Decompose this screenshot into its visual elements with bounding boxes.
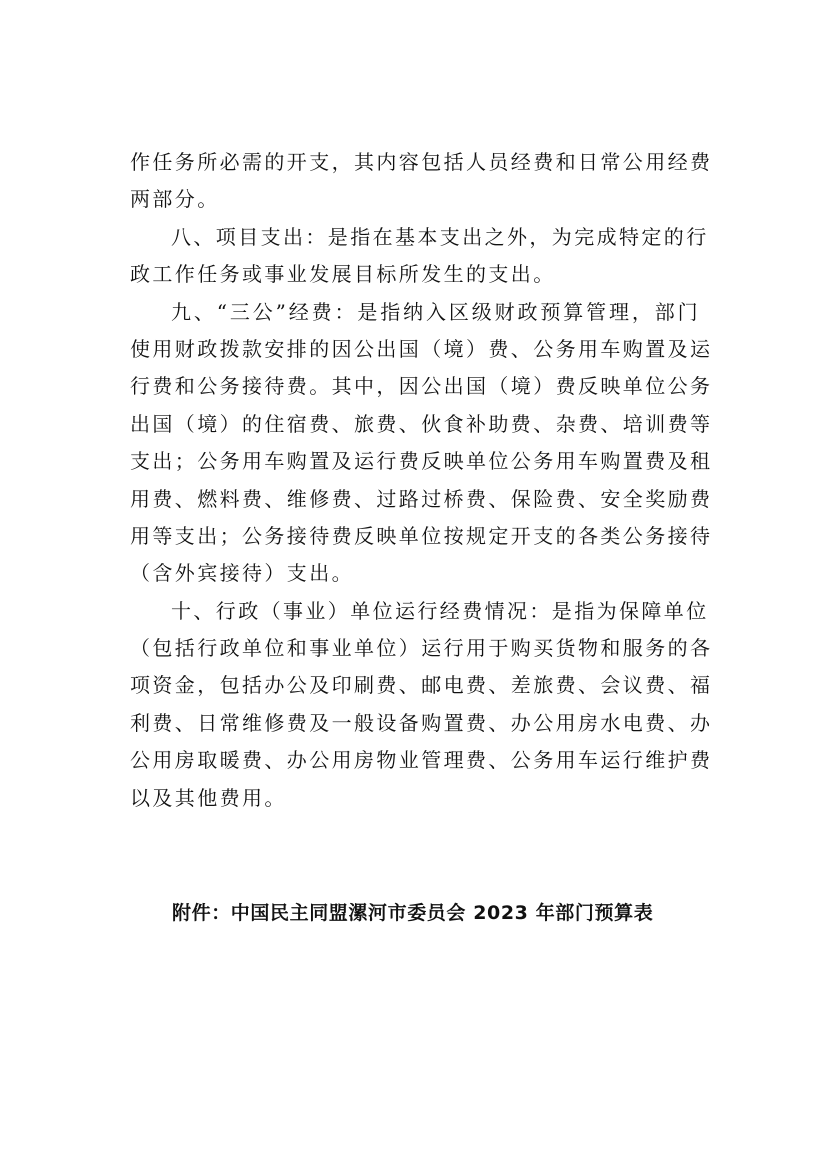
text-line: 用等支出；公务接待费反映单位按规定开支的各类公务接待 bbox=[130, 523, 713, 548]
paragraph-three-public-expenses bbox=[130, 294, 713, 593]
paragraph-continuation bbox=[130, 144, 713, 219]
text-line: 两部分。 bbox=[130, 187, 220, 212]
text-line: 作任务所必需的开支，其内容包括人员经费和日常公用经费 bbox=[130, 150, 713, 174]
text-line: （包括行政单位和事业单位）运行用于购买货物和服务的各 bbox=[130, 636, 713, 661]
paragraph-operating-expenses bbox=[130, 593, 713, 817]
paragraph-project-expenditure bbox=[130, 219, 709, 294]
body-text bbox=[130, 144, 713, 817]
text-line: 使用财政拨款安排的因公出国（境）费、公务用车购置及运 bbox=[130, 336, 713, 361]
text-line: 利费、日常维修费及一般设备购置费、办公用房水电费、办 bbox=[130, 710, 713, 735]
text-line: 用费、燃料费、维修费、过路过桥费、保险费、安全奖励费 bbox=[130, 486, 713, 511]
text-line: 行费和公务接待费。其中，因公出国（境）费反映单位公务 bbox=[130, 374, 713, 399]
text-line: 项资金，包括办公及印刷费、邮电费、差旅费、会议费、福 bbox=[130, 673, 713, 698]
attachment-note: 附件：中国民主同盟漯河市委员会 2023 年部门预算表 bbox=[172, 902, 654, 924]
text-line: 十、行政（事业）单位运行经费情况：是指为保障单位 bbox=[171, 598, 709, 623]
text-line: 以及其他费用。 bbox=[130, 785, 287, 810]
text-line: 九、“三公”经费：是指纳入区级财政预算管理，部门 bbox=[171, 299, 700, 324]
text-line: 公用房取暖费、办公用房物业管理费、公务用车运行维护费 bbox=[130, 748, 713, 773]
text-line: 八、项目支出：是指在基本支出之外，为完成特定的行 bbox=[171, 224, 709, 249]
text-line: （含外宾接待）支出。 bbox=[130, 561, 354, 586]
text-line: 政工作任务或事业发展目标所发生的支出。 bbox=[130, 262, 556, 287]
text-line: 支出；公务用车购置及运行费反映单位公务用车购置费及租 bbox=[130, 449, 713, 474]
text-line: 出国（境）的住宿费、旅费、伙食补助费、杂费、培训费等 bbox=[130, 411, 713, 436]
